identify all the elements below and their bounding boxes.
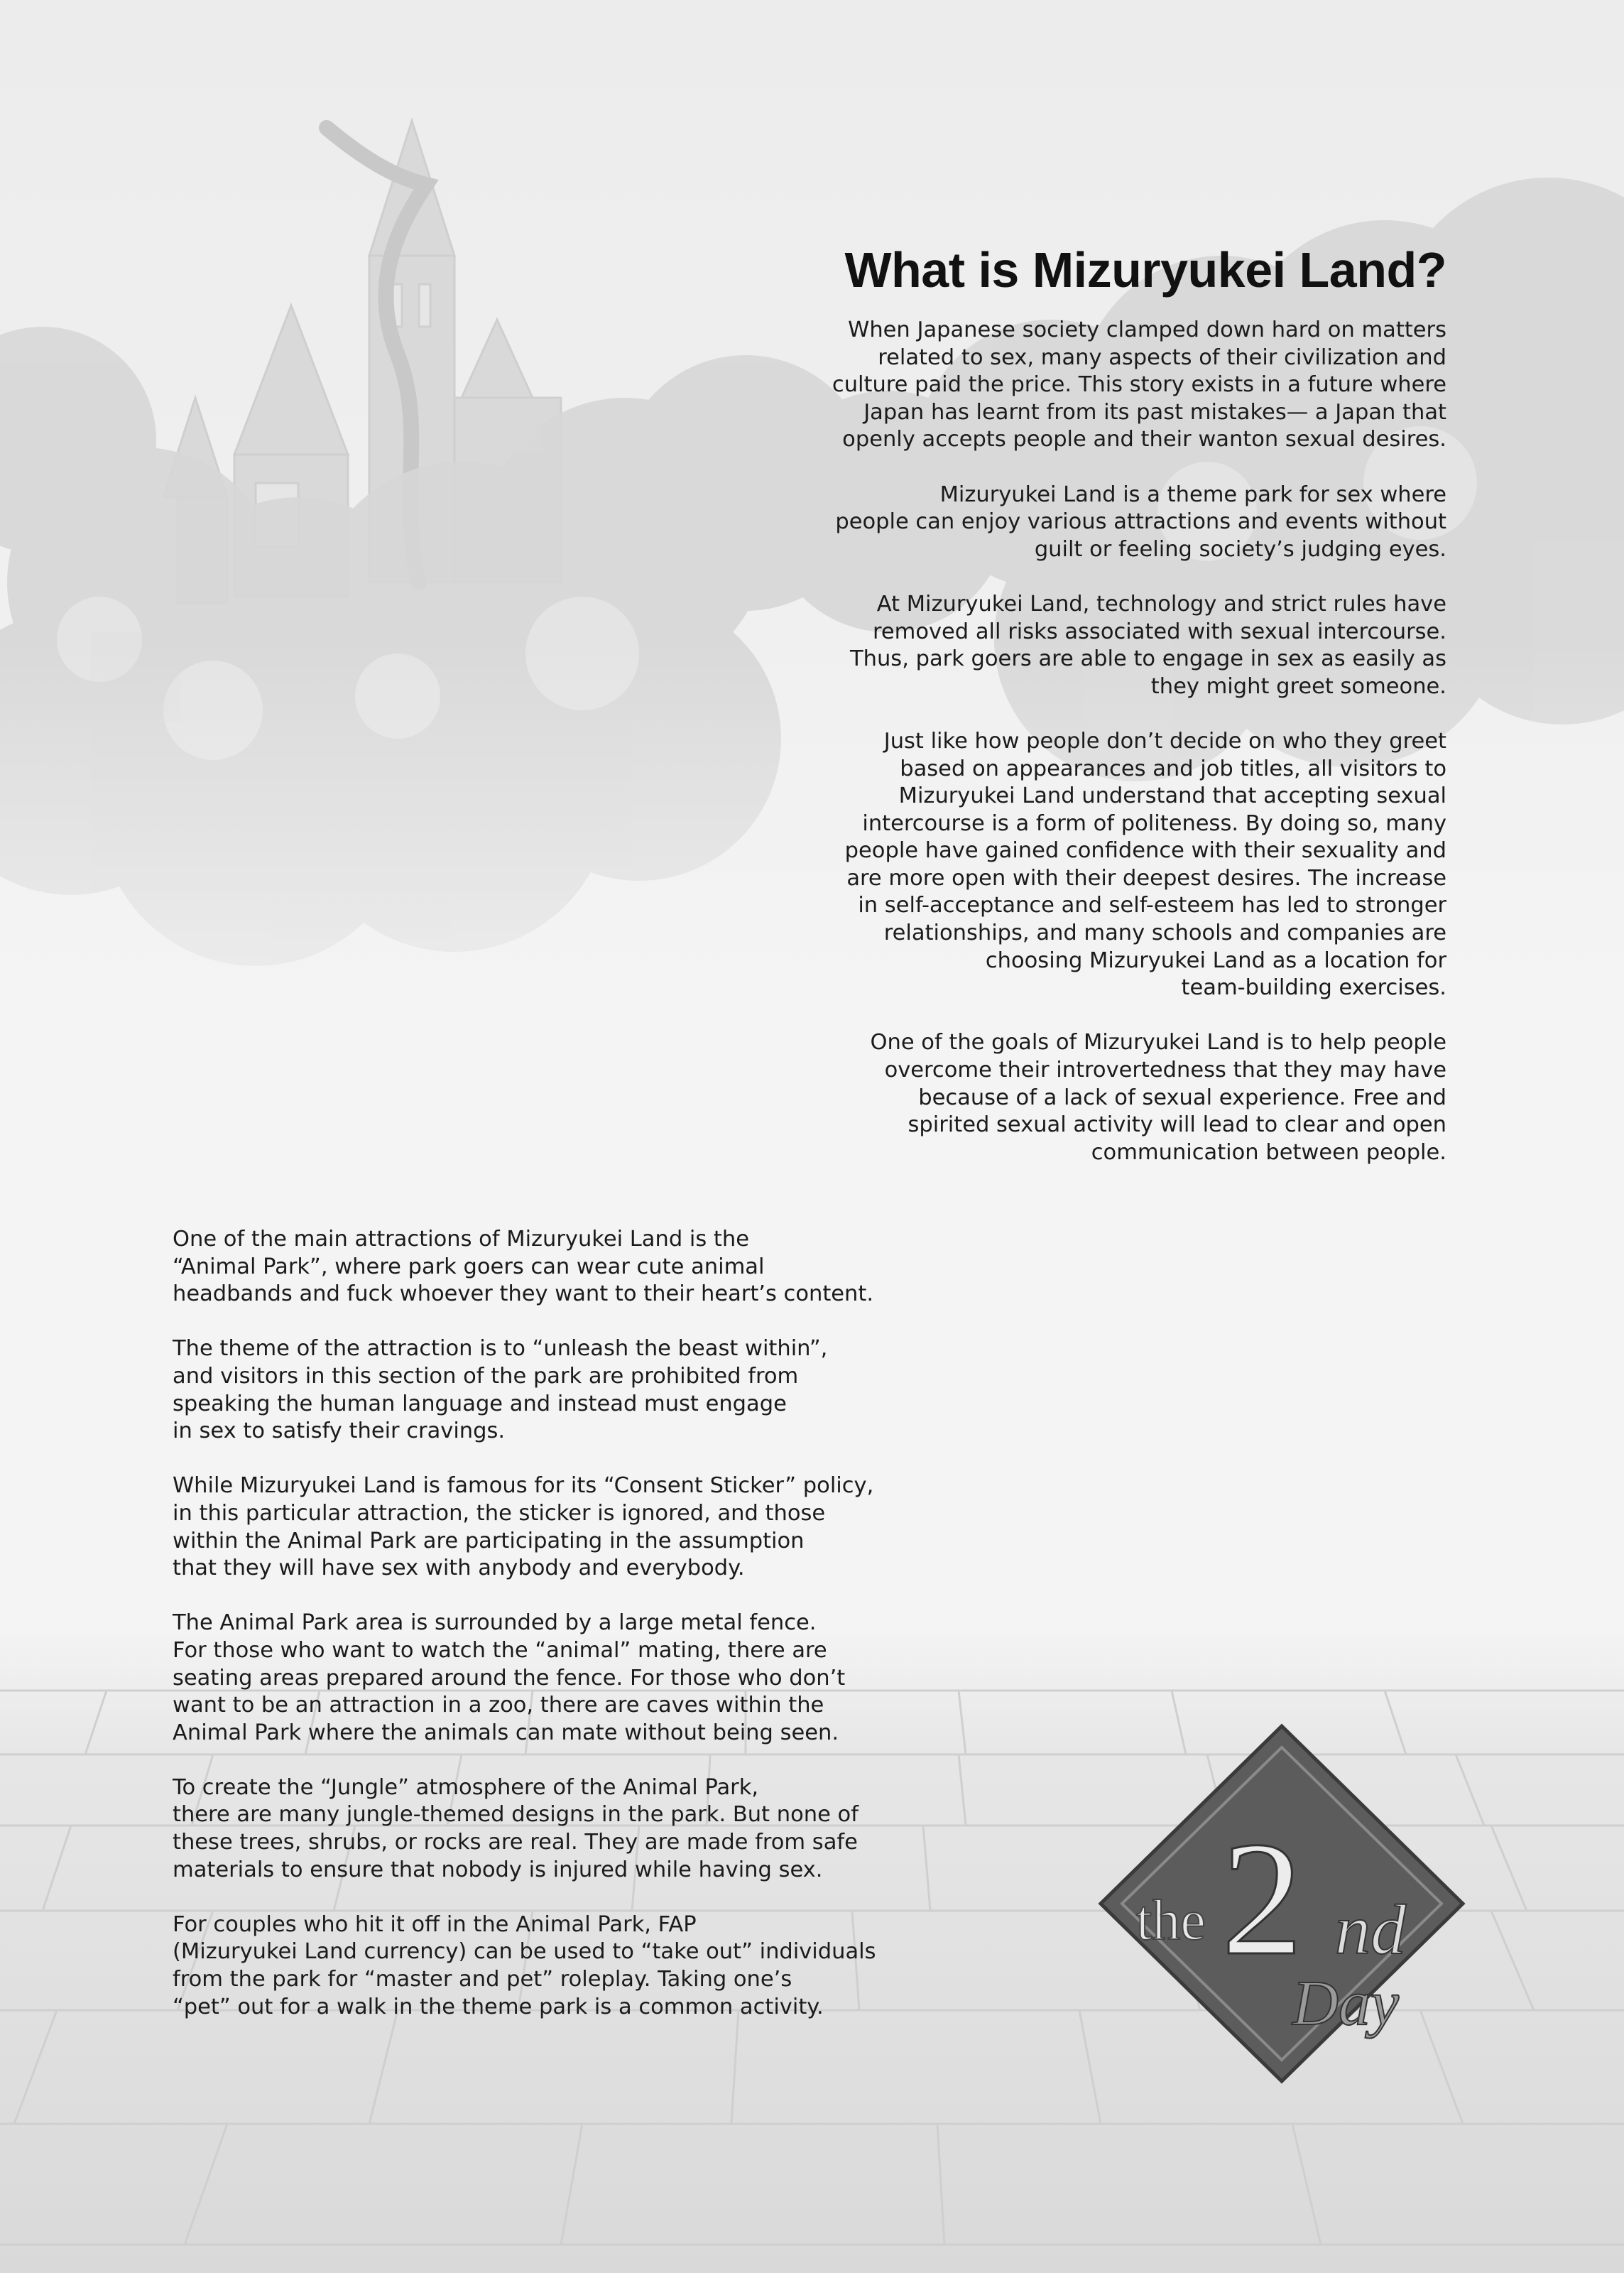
- text-line: overcome their introvertedness that they may have: [884, 1058, 1446, 1083]
- text-line: One of the main attractions of Mizuryukei Land is the: [173, 1227, 749, 1252]
- text-line: relationships, and many schools and companies are: [883, 921, 1446, 946]
- text-line: are more open with their deepest desires. The increase: [846, 865, 1446, 891]
- text-line: seating areas prepared around the fence. For those who don’t: [173, 1665, 846, 1691]
- text-line: in self-acceptance and self-esteem has led to stronger: [858, 893, 1446, 918]
- paragraph: [173, 1226, 954, 1308]
- text-line: culture paid the price. This story exists in a future where: [832, 372, 1446, 398]
- text-line: people can enjoy various attractions and events without: [835, 509, 1446, 535]
- the-2nd-day-logo: [1094, 1719, 1470, 2088]
- paragraph: [751, 1029, 1446, 1166]
- text-line: because of a lack of sexual experience. Free and: [918, 1085, 1446, 1110]
- text-line: that they will have sex with anybody and everybody.: [173, 1556, 745, 1581]
- text-line: Thus, park goers are able to engage in sex as easily as: [850, 646, 1446, 672]
- text-line: “pet” out for a walk in the theme park is a common activity.: [173, 1994, 824, 2019]
- paragraph: [173, 1610, 954, 1747]
- text-line: The theme of the attraction is to “unleash the beast within”,: [173, 1336, 828, 1362]
- text-line: communication between people.: [1091, 1139, 1446, 1165]
- text-line: materials to ensure that nobody is injured while having sex.: [173, 1857, 823, 1882]
- text-line: One of the goals of Mizuryukei Land is to help people: [870, 1030, 1446, 1056]
- paragraph: [751, 317, 1446, 454]
- text-line: want to be an attraction in a zoo, there are caves within the: [173, 1693, 824, 1718]
- text-line: these trees, shrubs, or rocks are real. They are made from safe: [173, 1830, 858, 1855]
- animal-park-section: [173, 1226, 954, 2021]
- text-line: within the Animal Park are participating in the assumption: [173, 1528, 805, 1553]
- text-line: Mizuryukei Land is a theme park for sex where: [939, 482, 1446, 507]
- text-line: The Animal Park area is surrounded by a large metal fence.: [173, 1610, 817, 1636]
- logo-suffix: nd: [1335, 1890, 1406, 1969]
- paragraph: [751, 482, 1446, 564]
- intro-section: [751, 317, 1446, 1166]
- text-line: At Mizuryukei Land, technology and strict rules have: [876, 591, 1446, 617]
- text-line: related to sex, many aspects of their civilization and: [878, 345, 1446, 370]
- paragraph: [173, 1335, 954, 1445]
- text-line: team-building exercises.: [1181, 975, 1446, 1001]
- text-line: While Mizuryukei Land is famous for its “Consent Sticker” policy,: [173, 1473, 874, 1499]
- logo-word: Day: [1292, 1968, 1399, 2039]
- text-line: Animal Park where the animals can mate without being seen.: [173, 1720, 839, 1745]
- text-line: Japan has learnt from its past mistakes— a Japan that: [863, 399, 1446, 425]
- text-line: headbands and fuck whoever they want to their heart’s content.: [173, 1281, 874, 1307]
- text-line: speaking the human language and instead must engage: [173, 1391, 787, 1416]
- paragraph: [751, 591, 1446, 700]
- text-line: Mizuryukei Land understand that accepting sexual: [898, 783, 1446, 809]
- text-line: Just like how people don’t decide on who they greet: [883, 728, 1446, 754]
- text-line: guilt or feeling society’s judging eyes.: [1034, 536, 1446, 562]
- logo-number: 2: [1221, 1808, 1303, 1989]
- text-line: (Mizuryukei Land currency) can be used to “take out” individuals: [173, 1939, 876, 1965]
- text-line: there are many jungle-themed designs in the park. But none of: [173, 1802, 859, 1828]
- text-line: spirited sexual activity will lead to clear and open: [908, 1112, 1446, 1138]
- text-line: based on appearances and job titles, all visitors to: [900, 756, 1446, 781]
- paragraph: [173, 1911, 954, 2021]
- text-line: To create the “Jungle” atmosphere of the Animal Park,: [173, 1774, 759, 1800]
- paragraph: [173, 1774, 954, 1884]
- text-line: from the park for “master and pet” roleplay. Taking one’s: [173, 1967, 792, 1992]
- text-line: “Animal Park”, where park goers can wear cute animal: [173, 1254, 765, 1279]
- page-title: What is Mizuryukei Land?: [844, 242, 1446, 298]
- paragraph: [173, 1472, 954, 1582]
- text-line: and visitors in this section of the park are prohibited from: [173, 1363, 799, 1389]
- logo-prefix: the: [1136, 1889, 1206, 1952]
- text-line: in this particular attraction, the sticker is ignored, and those: [173, 1500, 826, 1526]
- text-line: intercourse is a form of politeness. By doing so, many: [862, 810, 1446, 836]
- text-line: people have gained confidence with their sexuality and: [844, 838, 1446, 864]
- text-line: in sex to satisfy their cravings.: [173, 1418, 506, 1444]
- text-line: openly accepts people and their wanton sexual desires.: [842, 427, 1446, 452]
- text-line: For those who want to watch the “animal” mating, there are: [173, 1637, 827, 1663]
- text-line: they might greet someone.: [1150, 673, 1446, 699]
- text-line: removed all risks associated with sexual intercourse.: [872, 619, 1446, 644]
- text-line: For couples who hit it off in the Animal Park, FAP: [173, 1911, 697, 1937]
- text-line: choosing Mizuryukei Land as a location for: [985, 948, 1446, 973]
- text-line: When Japanese society clamped down hard on matters: [848, 318, 1446, 342]
- paragraph: [751, 728, 1446, 1002]
